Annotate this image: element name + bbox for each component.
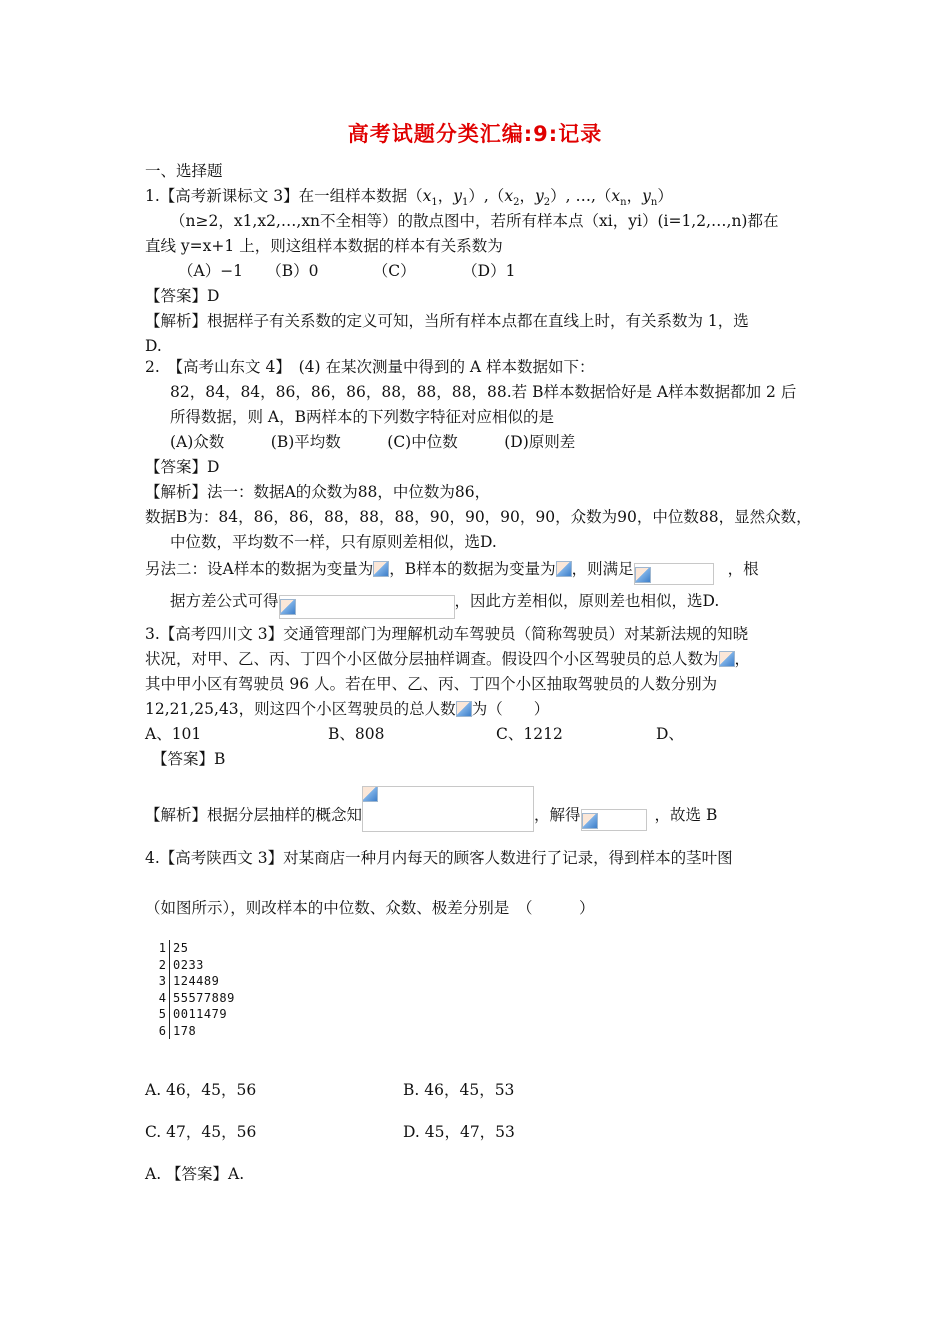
q2-options: (A)众数 (B)平均数 (C)中位数 (D)原则差 bbox=[170, 433, 576, 451]
q2-line3: 所得数据，则 A，B两样本的下列数字特征对应相似的是 bbox=[170, 408, 555, 426]
broken-image-icon bbox=[456, 701, 472, 717]
stem-leaf-row: 2 0233 bbox=[156, 957, 235, 974]
stem-leaf-row: 6 178 bbox=[156, 1023, 235, 1040]
q3-explanation: 【解析】根据分层抽样的概念知 ，解得 ，故选 B bbox=[145, 798, 717, 831]
q2-explanation-3: 中位数，平均数不一样，只有原则差相似，选D. bbox=[170, 533, 497, 551]
q4-line2: （如图所示），则改样本的中位数、众数、极差分别是 （ ） bbox=[145, 899, 595, 917]
q1-explanation-2: D. bbox=[145, 337, 162, 355]
broken-image-icon bbox=[582, 813, 598, 829]
q4-option-b: B. 46，45，53 bbox=[403, 1081, 515, 1099]
q4-option-a: A. 46，45，56 bbox=[145, 1081, 257, 1099]
q4-option-d: D. 45，47，53 bbox=[403, 1123, 515, 1141]
broken-image-icon bbox=[719, 651, 735, 667]
q3-line1: 3.【高考四川文 3】交通管理部门为理解机动车驾驶员（简称驾驶员）对某新法规的知晓 bbox=[145, 625, 749, 643]
q4-answer: A. 【答案】A. bbox=[145, 1165, 245, 1183]
q4-option-c: C. 47，45，56 bbox=[145, 1123, 257, 1141]
q3-line2: 状况，对甲、乙、丙、丁四个小区做分层抽样调查。假设四个小区驾驶员的总人数为 ， bbox=[145, 650, 751, 668]
q1-line1: 1.【高考新课标文 3】在一组样本数据（$x_1$，$y_1),(x_2$，$y_2$）, $\dots,(x_n$，$y_n$） bbox=[145, 187, 673, 209]
q3-line4: 12,21,25,43，则这四个小区驾驶员的总人数 为（ ） bbox=[145, 700, 550, 718]
formula-image-frame bbox=[634, 563, 714, 585]
broken-image-icon bbox=[635, 567, 651, 583]
q2-explanation-5: 据方差公式可得 ，因此方差相似，原则差也相似，选D. bbox=[170, 590, 719, 619]
broken-image-icon bbox=[280, 599, 296, 615]
formula-image-frame bbox=[279, 595, 455, 619]
q3-option-d: D、 bbox=[656, 725, 684, 743]
q2-explanation-4: 另法二：设A样本的数据为变量为 ，B样本的数据为变量为 ，则满足 ，根 bbox=[145, 558, 759, 585]
q1-answer: 【答案】D bbox=[145, 287, 220, 305]
q2-answer: 【答案】D bbox=[145, 458, 220, 476]
broken-image-icon bbox=[556, 561, 572, 577]
q1-line2: （n≥2，x1,x2,…,xn不全相等）的散点图中，若所有样本点（xi，yi）(i=1,2,…,n)都在 bbox=[170, 212, 779, 230]
q1-options: （A）−1 （B）0 （C） （D）1 bbox=[178, 262, 516, 280]
q3-option-b: B、808 bbox=[328, 725, 385, 743]
q3-answer: 【答案】B bbox=[152, 750, 226, 768]
stem-leaf-row: 3 124489 bbox=[156, 973, 235, 990]
stem-and-leaf-plot bbox=[156, 940, 235, 1039]
stem-leaf-row: 4 55577889 bbox=[156, 990, 235, 1007]
broken-image-icon bbox=[373, 561, 389, 577]
formula-image-frame bbox=[362, 786, 534, 832]
q2-line2: 82，84，84，86，86，86，88，88，88，88.若 B样本数据恰好是 A样本数据都加 2 后 bbox=[170, 383, 797, 401]
q3-option-a: A、101 bbox=[145, 725, 202, 743]
stem-leaf-row: 5 0011479 bbox=[156, 1006, 235, 1023]
q3-line3: 其中甲小区有驾驶员 96 人。若在甲、乙、丙、丁四个小区抽取驾驶员的人数分别为 bbox=[145, 675, 718, 693]
q2-explanation-1: 【解析】法一：数据A的众数为88，中位数为86， bbox=[145, 483, 491, 501]
formula-image-frame bbox=[581, 809, 647, 831]
section-heading: 一、选择题 bbox=[145, 162, 223, 180]
q2-explanation-2: 数据B为：84，86，86，88，88，88，90，90，90，90，众数为90，中位数88，显然众数， bbox=[145, 508, 812, 526]
q2-line1: 2. 【高考山东文 4】 (4) 在某次测量中得到的 A 样本数据如下： bbox=[145, 358, 595, 376]
q4-line1: 4.【高考陕西文 3】对某商店一种月内每天的顾客人数进行了记录，得到样本的茎叶图 bbox=[145, 849, 733, 867]
q3-option-c: C、1212 bbox=[496, 725, 563, 743]
q1-line3: 直线 y=x+1 上，则这组样本数据的样本有关系数为 bbox=[145, 237, 503, 255]
q1-explanation-1: 【解析】根据样子有关系数的定义可知，当所有样本点都在直线上时，有关系数为 1，选 bbox=[145, 312, 749, 330]
page-title: 高考试题分类汇编:9:记录 bbox=[347, 122, 603, 146]
stem-leaf-row: 1 25 bbox=[156, 940, 235, 957]
